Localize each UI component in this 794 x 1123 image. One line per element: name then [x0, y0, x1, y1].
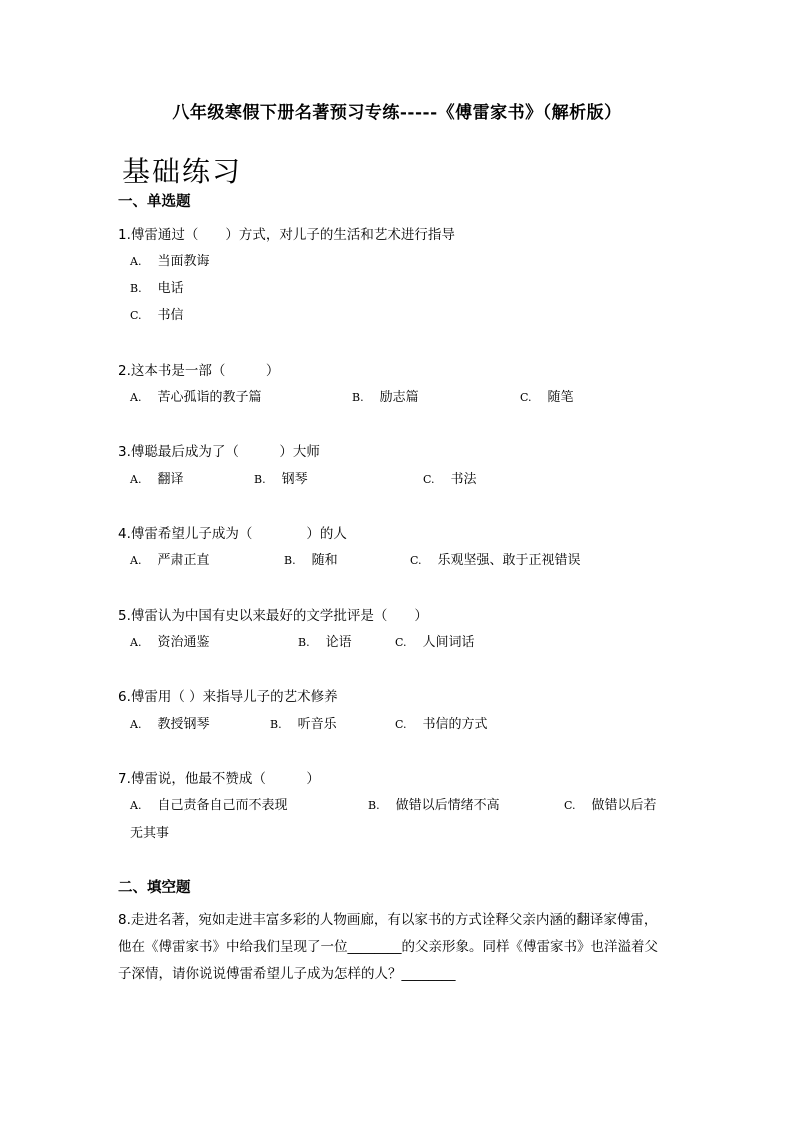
- q5-option-b: B. 论语: [298, 635, 352, 650]
- q1-option-a: A. 当面教诲: [130, 254, 210, 269]
- question-4-stem: 4.傅雷希望儿子成为（ ）的人: [118, 526, 347, 542]
- q2-option-b: B. 励志篇: [352, 390, 419, 405]
- question-3-stem: 3.傅聪最后成为了（ ）大师: [118, 444, 320, 460]
- q4-option-c: C. 乐观坚强、敢于正视错误: [410, 553, 581, 568]
- section-title-basic: 基础练习: [122, 155, 243, 188]
- q7-option-c: C. 做错以后若: [564, 798, 657, 813]
- question-6-stem: 6.傅雷用（ ）来指导儿子的艺术修养: [118, 689, 338, 705]
- fill-question-line-2: 他在《傅雷家书》中给我们呈现了一位________的父亲形象。同样《傅雷家书》也洋溢着父: [118, 939, 658, 955]
- q3-option-a: A. 翻译: [130, 472, 184, 487]
- question-1-stem: 1.傅雷通过（ ）方式，对儿子的生活和艺术进行指导: [118, 227, 455, 243]
- q6-option-b: B. 听音乐: [270, 717, 337, 732]
- fill-question-line-3: 子深情，请你说说傅雷希望儿子成为怎样的人？________: [118, 966, 456, 982]
- q6-option-c: C. 书信的方式: [395, 717, 488, 732]
- q7-option-a: A. 自己责备自己而不表现: [130, 798, 288, 813]
- q6-option-a: A. 教授钢琴: [130, 717, 210, 732]
- q2-option-a: A. 苦心孤诣的教子篇: [130, 390, 262, 405]
- q2-option-c: C. 随笔: [520, 390, 574, 405]
- q1-option-b: B. 电话: [130, 281, 184, 296]
- q1-option-c: C. 书信: [130, 308, 184, 323]
- q7-option-c-wrap: 无其事: [130, 826, 170, 841]
- q4-option-b: B. 随和: [284, 553, 338, 568]
- question-5-stem: 5.傅雷认为中国有史以来最好的文学批评是（ ）: [118, 608, 428, 624]
- q7-option-b: B. 做错以后情绪不高: [368, 798, 500, 813]
- question-7-stem: 7.傅雷说，他最不赞成（ ）: [118, 771, 320, 787]
- part1-heading: 一、单选题: [118, 194, 191, 210]
- q4-option-a: A. 严肃正直: [130, 553, 210, 568]
- part2-heading: 二、填空题: [118, 880, 191, 896]
- q3-option-c: C. 书法: [423, 472, 477, 487]
- q5-option-a: A. 资治通鉴: [130, 635, 210, 650]
- q5-option-c: C. 人间词话: [395, 635, 475, 650]
- fill-question-line-1: 8.走进名著，宛如走进丰富多彩的人物画廊，有以家书的方式诠释父亲内涵的翻译家傅雷，: [118, 912, 658, 928]
- page-title: 八年级寒假下册名著预习专练-----《傅雷家书》（解析版）: [172, 103, 622, 123]
- question-2-stem: 2.这本书是一部（ ）: [118, 363, 280, 379]
- q3-option-b: B. 钢琴: [254, 472, 308, 487]
